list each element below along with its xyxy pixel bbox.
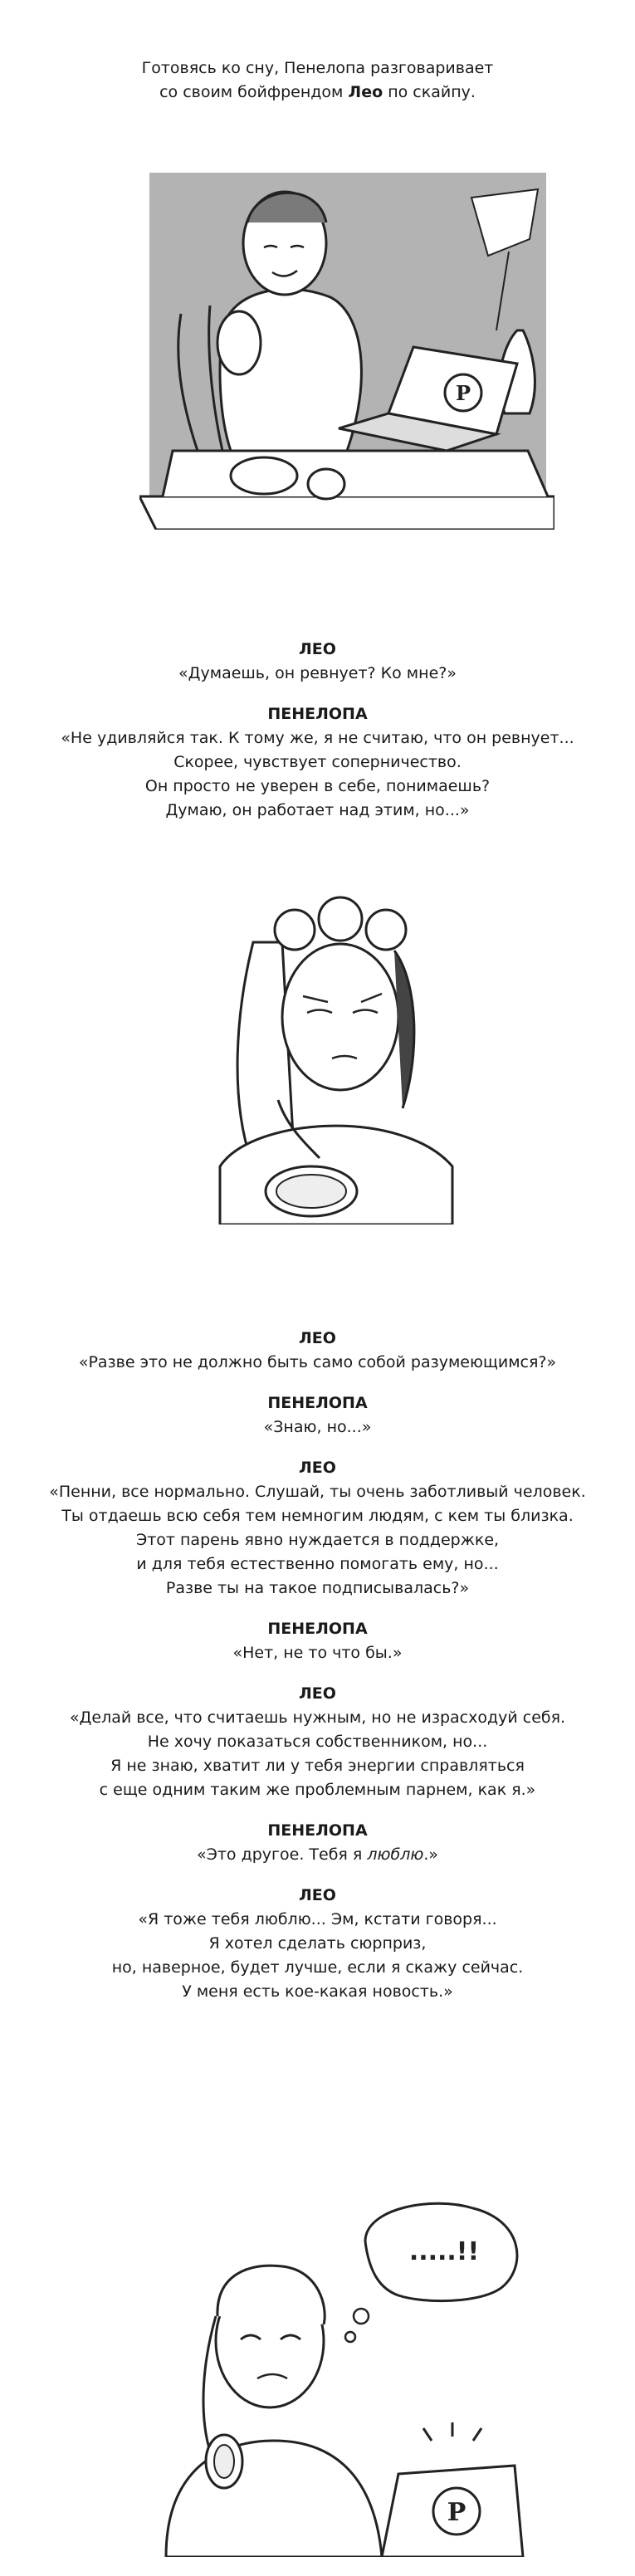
speech-line: «Это другое. Тебя я люблю.»: [196, 1845, 439, 1864]
dialogue-2-6: [0, 1884, 635, 2004]
svg-text:P: P: [447, 2498, 466, 2527]
dialogue-2-0: [0, 1327, 635, 1375]
speech-line: Разве ты на такое подписывалась?»: [165, 1579, 470, 1597]
speech-line: и для тебя естественно помогать ему, но...: [136, 1555, 499, 1573]
emphasis-word: люблю: [367, 1845, 424, 1864]
dialogue-block-2: [0, 1327, 635, 2004]
speech-line: Скорее, чувствует соперничество.: [173, 753, 462, 771]
speaker-name: ПЕНЕЛОПА: [267, 1620, 368, 1638]
dialogue-2-5: [0, 1819, 635, 1867]
speech-line: Не хочу показаться собственником, но...: [147, 1733, 488, 1751]
speaker-name: ЛЕО: [299, 1459, 336, 1477]
intro-line-2: со своим бойфрендом Лео по скайпу.: [159, 83, 476, 101]
speech-line: «Не удивляйся так. К тому же, я не считаю, что он ревнует...: [61, 729, 574, 747]
illustration-mirror-scene: [203, 892, 469, 1224]
dialogue-2-1: [0, 1391, 635, 1440]
speech-line: У меня есть кое-какая новость.»: [182, 1982, 453, 2001]
speech-line: «Думаешь, он ревнует? Ко мне?»: [178, 664, 457, 682]
speech-line: «Разве это не должно быть само собой разумеющимся?»: [78, 1353, 557, 1371]
speech-line: Я не знаю, хватит ли у тебя энергии справляться: [110, 1757, 525, 1775]
dialogue-2-3: [0, 1617, 635, 1665]
leo-name: Лео: [348, 83, 383, 101]
intro-caption: [0, 56, 635, 105]
speech-line: «Знаю, но...»: [263, 1418, 372, 1436]
speech-line: Я хотел сделать сюрприз,: [208, 1934, 427, 1953]
svg-text:P: P: [455, 381, 471, 405]
speech-line: «Делай все, что считаешь нужным, но не израсходуй себя.: [69, 1708, 566, 1727]
speech-line: Он просто не уверен в себе, понимаешь?: [144, 777, 491, 795]
panel-penelope-surprised: [158, 2192, 540, 2557]
panel-penelope-mirror: [203, 892, 469, 1224]
intro-line-1: Готовясь ко сну, Пенелопа разговаривает: [141, 59, 494, 77]
speaker-name: ПЕНЕЛОПА: [267, 705, 368, 723]
speech-line: Думаю, он работает над этим, но...»: [165, 801, 470, 819]
dialogue-1-1: [0, 702, 635, 823]
speaker-name: ПЕНЕЛОПА: [267, 1394, 368, 1412]
speaker-name: ЛЕО: [299, 1329, 336, 1347]
illustration-surprise-scene: [158, 2192, 540, 2557]
dialogue-2-4: [0, 1682, 635, 1802]
speech-line: Этот парень явно нуждается в поддержке,: [135, 1531, 500, 1549]
speaker-name: ЛЕО: [299, 1886, 336, 1904]
speech-line: «Пенни, все нормально. Слушай, ты очень заботливый человек.: [49, 1483, 586, 1501]
speech-line: «Нет, не то что бы.»: [232, 1644, 403, 1662]
dialogue-1-0: [0, 638, 635, 686]
dialogue-block-1: [0, 638, 635, 823]
speech-line: с еще одним таким же проблемным парнем, как я.»: [99, 1781, 536, 1799]
thought-text: .....!!: [408, 2237, 480, 2266]
illustration-desk-scene: [139, 164, 554, 530]
panel-penelope-desk: [139, 164, 554, 530]
speaker-name: ПЕНЕЛОПА: [267, 1821, 368, 1840]
speaker-name: ЛЕО: [299, 1684, 336, 1703]
speaker-name: ЛЕО: [299, 640, 336, 658]
dialogue-2-2: [0, 1456, 635, 1601]
speech-line: но, наверное, будет лучше, если я скажу сейчас.: [111, 1958, 524, 1977]
speech-line: Ты отдаешь всю себя тем немногим людям, с кем ты близка.: [61, 1507, 574, 1525]
speech-line: «Я тоже тебя люблю... Эм, кстати говоря...: [138, 1910, 497, 1928]
